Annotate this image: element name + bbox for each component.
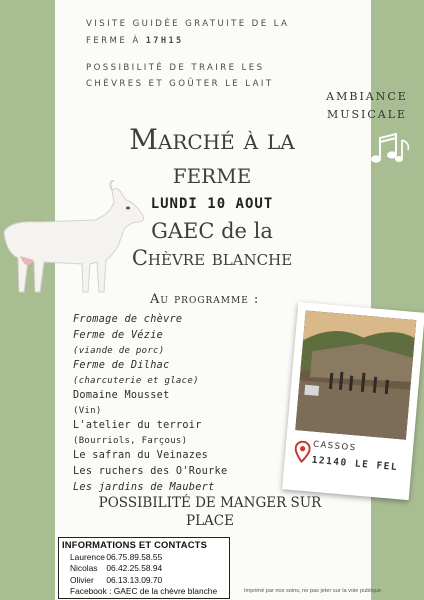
manger-line2: PLACE: [186, 513, 234, 529]
polaroid-photo: [282, 302, 424, 500]
page-title-line1: Marché à la: [129, 123, 295, 156]
footer-note: Imprimé par nos soins, ne pas jeter sur la voie publique: [244, 588, 382, 594]
programme-heading: Au programme :: [150, 292, 260, 307]
market-photo: [295, 310, 416, 439]
location-address: 12140 LE FEL: [311, 454, 399, 474]
page-title-line2: ferme: [172, 157, 252, 190]
manger-sur-place: [60, 494, 360, 530]
list-item: Le safran du Veinazes: [73, 450, 209, 461]
list-item: Ferme de Dilhac: [73, 360, 170, 371]
contact-name: Nicolas: [70, 563, 98, 574]
list-item: L'atelier du terroir: [73, 420, 202, 431]
list-item: Les ruchers des O'Rourke: [73, 466, 228, 477]
location-pin-icon: [293, 440, 311, 463]
contact-row: [62, 575, 226, 586]
list-item: Les jardins de Maubert: [73, 482, 215, 493]
list-item: Ferme de Vézie: [73, 330, 164, 341]
visite-prefix: FERME À: [86, 36, 146, 46]
contact-row: [62, 552, 226, 563]
facebook-link: Facebook : GAEC de la chèvre blanche: [70, 585, 218, 596]
gaec-line2: Chèvre blanche: [131, 246, 293, 270]
list-item-detail: (Bourriols, Farçous): [73, 436, 188, 446]
visite-line2: [86, 36, 184, 46]
gaec-line1: GAEC de la: [151, 219, 273, 243]
goat-illustration: [0, 180, 150, 310]
list-item: Fromage de chèvre: [73, 314, 183, 325]
contact-phone: 06.75.89.58.55: [106, 552, 163, 562]
traire-line1: POSSIBILITÉ DE TRAIRE LES: [86, 63, 265, 73]
location-place: CASSOS: [312, 439, 357, 454]
list-item-detail: (charcuterie et glace): [73, 376, 199, 386]
visite-line1: VISITE GUIDÉE GRATUITE DE LA: [86, 19, 290, 29]
contact-phone: 06.42.25.58.94: [106, 563, 163, 574]
traire-line2: CHÈVRES ET GOÛTER LE LAIT: [86, 79, 274, 89]
event-date: LUNDI 10 AOUT: [150, 196, 274, 212]
ambiance-musicale: [312, 88, 422, 124]
ambiance-line2: MUSICALE: [326, 108, 408, 121]
programme-list: [73, 312, 313, 496]
list-item-detail: (viande de porc): [73, 346, 165, 356]
contact-name: Olivier: [70, 574, 94, 585]
contacts-heading: INFORMATIONS ET CONTACTS: [62, 539, 208, 550]
visite-time: 17H15: [145, 36, 184, 46]
manger-line1: POSSIBILITÉ DE MANGER SUR: [98, 495, 322, 511]
list-item-detail: (Vin): [73, 406, 102, 416]
contact-name: Laurence: [70, 552, 105, 562]
list-item: Domaine Mousset: [73, 390, 170, 401]
ambiance-line1: AMBIANCE: [326, 90, 408, 103]
contacts-box: [58, 537, 230, 599]
contact-row: [62, 563, 226, 574]
contact-phone: 06.13.13.09.70: [106, 574, 163, 585]
